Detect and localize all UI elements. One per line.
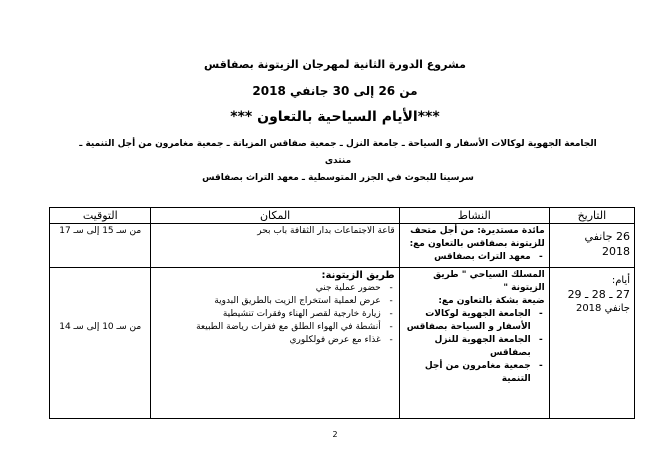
row1-date [549, 224, 634, 268]
partners-line-1: الجامعة الجهوية لوكالات الأسفار و السياحة ـ جامعة النزل ـ جمعية صفاقس المزيانة ـ جمعية مغامرون من أجل التنمية ـ منتدى [79, 139, 597, 166]
schedule-table [49, 207, 635, 419]
row2-date-sub: جانفي 2018 [575, 303, 630, 314]
row1-time [50, 224, 151, 268]
row2-activity-line: ضيعة بشكة بالتعاون مع: [438, 296, 545, 306]
header-activity: النشاط [399, 208, 549, 224]
row2-activity [399, 268, 549, 419]
row2-place-item: - عرض لعملية استخراج الزيت بالطريق البدوية [155, 295, 380, 308]
header-place: المكان [151, 208, 399, 224]
row1-activity [399, 224, 549, 268]
row1-place-value: قاعة الاجتماعات بدار الثقافة باب بحر [257, 226, 395, 236]
table-row [50, 268, 635, 419]
row2-time [50, 268, 151, 419]
row2-date [549, 268, 634, 419]
row2-activity-line: المسلك السياحي " طريق الزيتونة " [433, 270, 545, 293]
event-title: ***الأيام السياحية بالتعاون *** [230, 109, 440, 125]
row2-place-item: - زيارة خارجية لقصر الهناء وفقرات تنشيطية [155, 308, 380, 321]
row2-place-item: - حضور عملية جني [155, 282, 380, 295]
partners-line-2: سرسينا للبحوث في الجزر المتوسطية ـ معهد التراث بصفاقس [202, 173, 474, 183]
page-number: 2 [332, 430, 338, 439]
row2-partner-item: - الجامعة الجهوية للنزل بصفاقس [404, 334, 531, 360]
row2-partner-item: - جمعية مغامرون من أجل التنمية [404, 360, 531, 386]
row2-place-item: - أنشطة في الهواء الطلق مع فقرات رياضة الطبيعة [155, 321, 380, 334]
row2-place-title: طريق الزيتونة: [321, 270, 395, 281]
row2-time-value: من سـ 10 إلى سـ 14 [59, 322, 142, 332]
row1-time-value: من سـ 15 إلى سـ 17 [59, 226, 142, 236]
row2-date-label: أيام: [611, 275, 630, 286]
table-row [50, 224, 635, 268]
row2-partner-item: - الجامعة الجهوية لوكالات الأسفار و السياحة بصفاقس [404, 308, 531, 334]
header-time: التوقيت [50, 208, 151, 224]
row1-partner-item: - معهد التراث بصفاقس [404, 251, 531, 264]
date-range: من 26 إلى 30 جانفي 2018 [252, 84, 418, 98]
row2-date-value: 27 ـ 28 ـ 29 [567, 288, 630, 301]
table-header-row [50, 208, 635, 224]
row2-place [151, 268, 399, 419]
row1-activity-line: مائدة مستديرة: من أجل متحف [410, 226, 545, 236]
project-title: مشروع الدورة الثانية لمهرجان الزيتونة بصفاقس [204, 58, 466, 71]
row1-date-value: 26 جانفي 2018 [584, 230, 630, 258]
partners-paragraph [70, 136, 606, 187]
header-date: التاريخ [549, 208, 634, 224]
row1-activity-line: للزيتونة بصفاقس بالتعاون مع: [409, 239, 545, 249]
row1-place [151, 224, 399, 268]
row2-place-item: - غذاء مع عرض فولكلوري [155, 334, 380, 347]
